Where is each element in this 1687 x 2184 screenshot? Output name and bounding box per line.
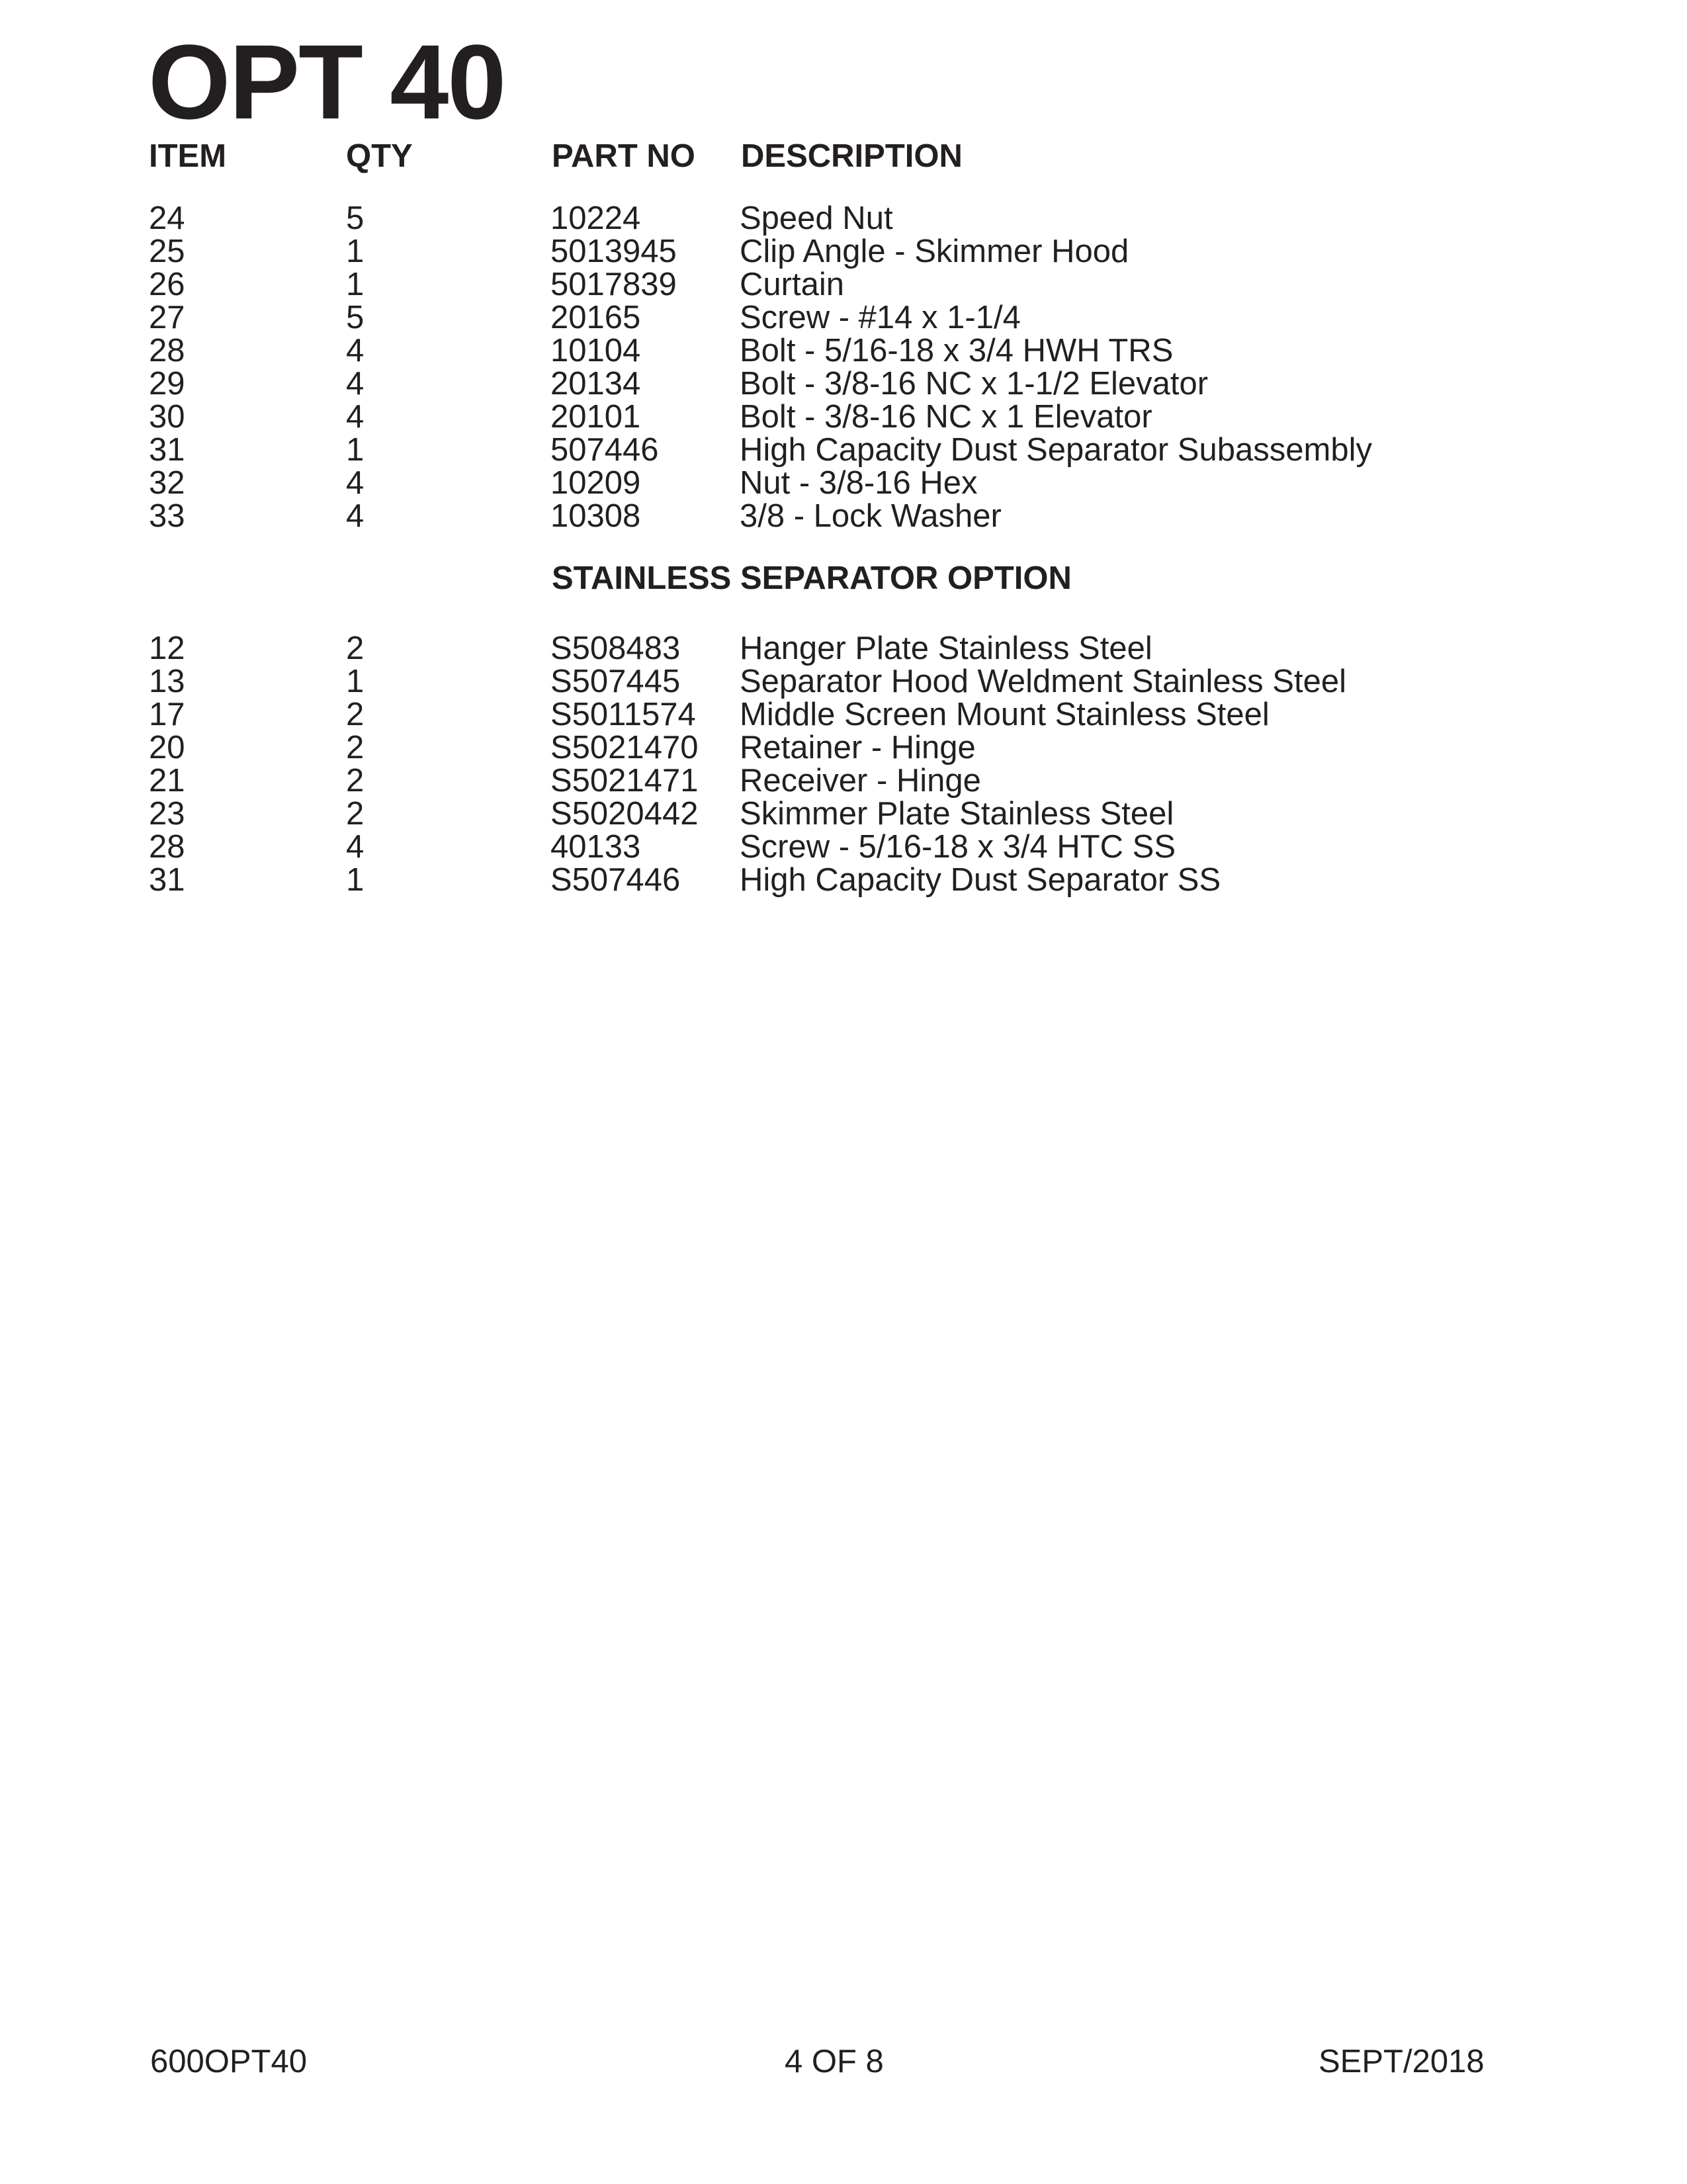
- table-row: [0, 830, 1687, 863]
- stainless-parts-table: [0, 632, 1687, 896]
- table-row: [0, 665, 1687, 698]
- quantity: 1: [346, 862, 365, 898]
- quantity: 1: [346, 432, 365, 468]
- quantity: 2: [346, 631, 365, 666]
- table-row: [0, 367, 1687, 400]
- description: Receiver - Hinge: [740, 763, 981, 799]
- item-number: 12: [149, 631, 185, 666]
- description: High Capacity Dust Separator Subassembly: [740, 432, 1372, 468]
- quantity: 4: [346, 465, 365, 501]
- page-title: OPT 40: [148, 22, 505, 141]
- footer-date: SEPT/2018: [1319, 2044, 1485, 2079]
- part-number: 10209: [550, 465, 641, 501]
- quantity: 4: [346, 333, 365, 369]
- quantity: 5: [346, 200, 365, 236]
- footer-page-number: 4 OF 8: [785, 2044, 884, 2079]
- quantity: 2: [346, 763, 365, 799]
- description: Bolt - 3/8-16 NC x 1-1/2 Elevator: [740, 366, 1209, 402]
- table-row: [0, 433, 1687, 466]
- part-number: 20101: [550, 399, 641, 435]
- description: Screw - 5/16-18 x 3/4 HTC SS: [740, 829, 1176, 865]
- table-row: [0, 797, 1687, 830]
- item-number: 24: [149, 200, 185, 236]
- quantity: 1: [346, 267, 365, 302]
- column-header-part-no: PART NO: [552, 138, 695, 174]
- item-number: 27: [149, 300, 185, 335]
- part-number: S508483: [550, 631, 681, 666]
- part-number: 507446: [550, 432, 659, 468]
- part-number: S5021470: [550, 730, 699, 765]
- description: Bolt - 5/16-18 x 3/4 HWH TRS: [740, 333, 1174, 369]
- quantity: 4: [346, 829, 365, 865]
- table-row: [0, 301, 1687, 334]
- table-row: [0, 500, 1687, 533]
- item-number: 21: [149, 763, 185, 799]
- item-number: 20: [149, 730, 185, 765]
- quantity: 5: [346, 300, 365, 335]
- item-number: 31: [149, 432, 185, 468]
- quantity: 2: [346, 697, 365, 732]
- description: Retainer - Hinge: [740, 730, 976, 765]
- description: Curtain: [740, 267, 844, 302]
- item-number: 26: [149, 267, 185, 302]
- column-header-description: DESCRIPTION: [741, 138, 963, 174]
- column-header-item: ITEM: [149, 138, 227, 174]
- part-number: 20134: [550, 366, 641, 402]
- table-row: [0, 632, 1687, 665]
- part-number: 5013945: [550, 234, 677, 269]
- part-number: 20165: [550, 300, 641, 335]
- table-row: [0, 764, 1687, 797]
- part-number: S5011574: [550, 697, 696, 732]
- part-number: 10308: [550, 498, 641, 534]
- description: Hanger Plate Stainless Steel: [740, 631, 1152, 666]
- description: Skimmer Plate Stainless Steel: [740, 796, 1174, 832]
- table-row: [0, 466, 1687, 500]
- description: Screw - #14 x 1-1/4: [740, 300, 1021, 335]
- table-row: [0, 863, 1687, 896]
- description: Nut - 3/8-16 Hex: [740, 465, 978, 501]
- footer-doc-id: 600OPT40: [150, 2044, 307, 2079]
- column-header-qty: QTY: [346, 138, 413, 174]
- item-number: 17: [149, 697, 185, 732]
- quantity: 4: [346, 366, 365, 402]
- item-number: 28: [149, 829, 185, 865]
- part-number: 40133: [550, 829, 641, 865]
- part-number: S5021471: [550, 763, 699, 799]
- table-row: [0, 235, 1687, 268]
- section-title-stainless: STAINLESS SEPARATOR OPTION: [552, 560, 1072, 596]
- quantity: 1: [346, 664, 365, 699]
- description: Separator Hood Weldment Stainless Steel: [740, 664, 1346, 699]
- quantity: 1: [346, 234, 365, 269]
- item-number: 25: [149, 234, 185, 269]
- table-row: [0, 400, 1687, 433]
- description: High Capacity Dust Separator SS: [740, 862, 1221, 898]
- item-number: 23: [149, 796, 185, 832]
- item-number: 13: [149, 664, 185, 699]
- part-number: S507446: [550, 862, 681, 898]
- item-number: 29: [149, 366, 185, 402]
- table-row: [0, 268, 1687, 301]
- quantity: 2: [346, 796, 365, 832]
- quantity: 4: [346, 399, 365, 435]
- part-number: 10224: [550, 200, 641, 236]
- item-number: 33: [149, 498, 185, 534]
- quantity: 4: [346, 498, 365, 534]
- item-number: 28: [149, 333, 185, 369]
- item-number: 30: [149, 399, 185, 435]
- description: Middle Screen Mount Stainless Steel: [740, 697, 1270, 732]
- item-number: 31: [149, 862, 185, 898]
- description: Bolt - 3/8-16 NC x 1 Elevator: [740, 399, 1152, 435]
- quantity: 2: [346, 730, 365, 765]
- table-row: [0, 202, 1687, 235]
- part-number: S5020442: [550, 796, 699, 832]
- table-row: [0, 698, 1687, 731]
- item-number: 32: [149, 465, 185, 501]
- description: Speed Nut: [740, 200, 893, 236]
- table-row: [0, 731, 1687, 764]
- part-number: 10104: [550, 333, 641, 369]
- parts-table: [0, 202, 1687, 533]
- description: Clip Angle - Skimmer Hood: [740, 234, 1129, 269]
- part-number: S507445: [550, 664, 681, 699]
- description: 3/8 - Lock Washer: [740, 498, 1002, 534]
- table-row: [0, 334, 1687, 367]
- part-number: 5017839: [550, 267, 677, 302]
